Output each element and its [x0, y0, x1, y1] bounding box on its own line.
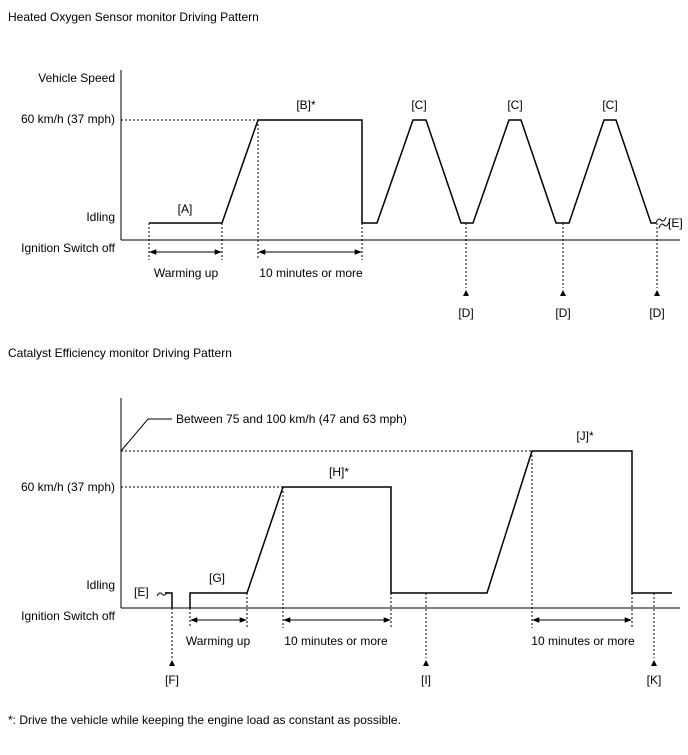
- diagram1-label-c-2: [C]: [507, 98, 523, 112]
- diagram1-label-d-3: [D]: [649, 306, 665, 320]
- diagram2-label-f: [F]: [165, 673, 179, 687]
- diagram1-level-idling: Idling: [86, 210, 115, 224]
- diagram2-label-e: [E]: [134, 585, 149, 599]
- diagram1-speed-profile: [149, 120, 656, 223]
- footnote: *: Drive the vehicle while keeping the engine load as constant as possible.: [8, 713, 401, 727]
- diagram1-label-a: [A]: [177, 202, 193, 216]
- diagram2-label-i: [I]: [420, 673, 432, 687]
- diagram1-y-axis-label: Vehicle Speed: [38, 71, 115, 85]
- diagram1-d-arrow-1: [463, 290, 469, 296]
- diagram1-level-ignition-off: Ignition Switch off: [21, 241, 115, 255]
- diagram1-label-d-2: [D]: [555, 306, 571, 320]
- diagram2-k-arrow: [651, 660, 657, 666]
- diagram2-between-label: Between 75 and 100 km/h (47 and 63 mph): [176, 412, 407, 426]
- diagram2-warming-up-label: Warming up: [185, 634, 251, 648]
- diagram2-title: Catalyst Efficiency monitor Driving Pattern: [8, 346, 232, 360]
- diagram2-ignition-start: [165, 593, 172, 608]
- diagram2-i-arrow: [423, 660, 429, 666]
- diagram2-label-j: [J]*: [576, 429, 594, 443]
- diagram1-title: Heated Oxygen Sensor monitor Driving Pattern: [8, 10, 259, 24]
- diagram1-level-60: 60 km/h (37 mph): [20, 112, 115, 126]
- diagram1-label-c-3: [C]: [602, 98, 618, 112]
- diagram2-ten-minutes-label-1: 10 minutes or more: [284, 634, 388, 648]
- diagram2-level-60: 60 km/h (37 mph): [20, 480, 115, 494]
- diagram2-between-leader-line: [121, 419, 172, 451]
- diagram1-d-arrow-3: [654, 290, 660, 296]
- diagram2-label-h: [H]*: [328, 465, 350, 479]
- diagram1-label-d-1: [D]: [458, 306, 474, 320]
- diagram2-f-arrow: [169, 660, 175, 666]
- diagram1-warming-up-label: Warming up: [153, 266, 219, 280]
- diagram1-label-c-1: [C]: [411, 98, 427, 112]
- diagram1-d-arrow-2: [560, 290, 566, 296]
- diagram2-ten-minutes-label-2: 10 minutes or more: [531, 634, 635, 648]
- diagram1-ten-minutes-label: 10 minutes or more: [259, 266, 363, 280]
- diagram2-speed-profile: [190, 451, 672, 608]
- diagram1-break-symbol: [656, 217, 666, 223]
- diagram2-label-g: [G]: [208, 571, 226, 585]
- diagram2-level-ignition-off: Ignition Switch off: [21, 609, 115, 623]
- diagram2-label-k: [K]: [646, 673, 662, 687]
- heated-oxygen-sensor-diagram: [8, 10, 683, 320]
- catalyst-efficiency-diagram: [8, 346, 680, 687]
- diagram1-label-b: [B]*: [296, 98, 316, 112]
- diagram2-level-idling: Idling: [86, 578, 115, 592]
- diagram1-label-e: [E]: [668, 216, 683, 230]
